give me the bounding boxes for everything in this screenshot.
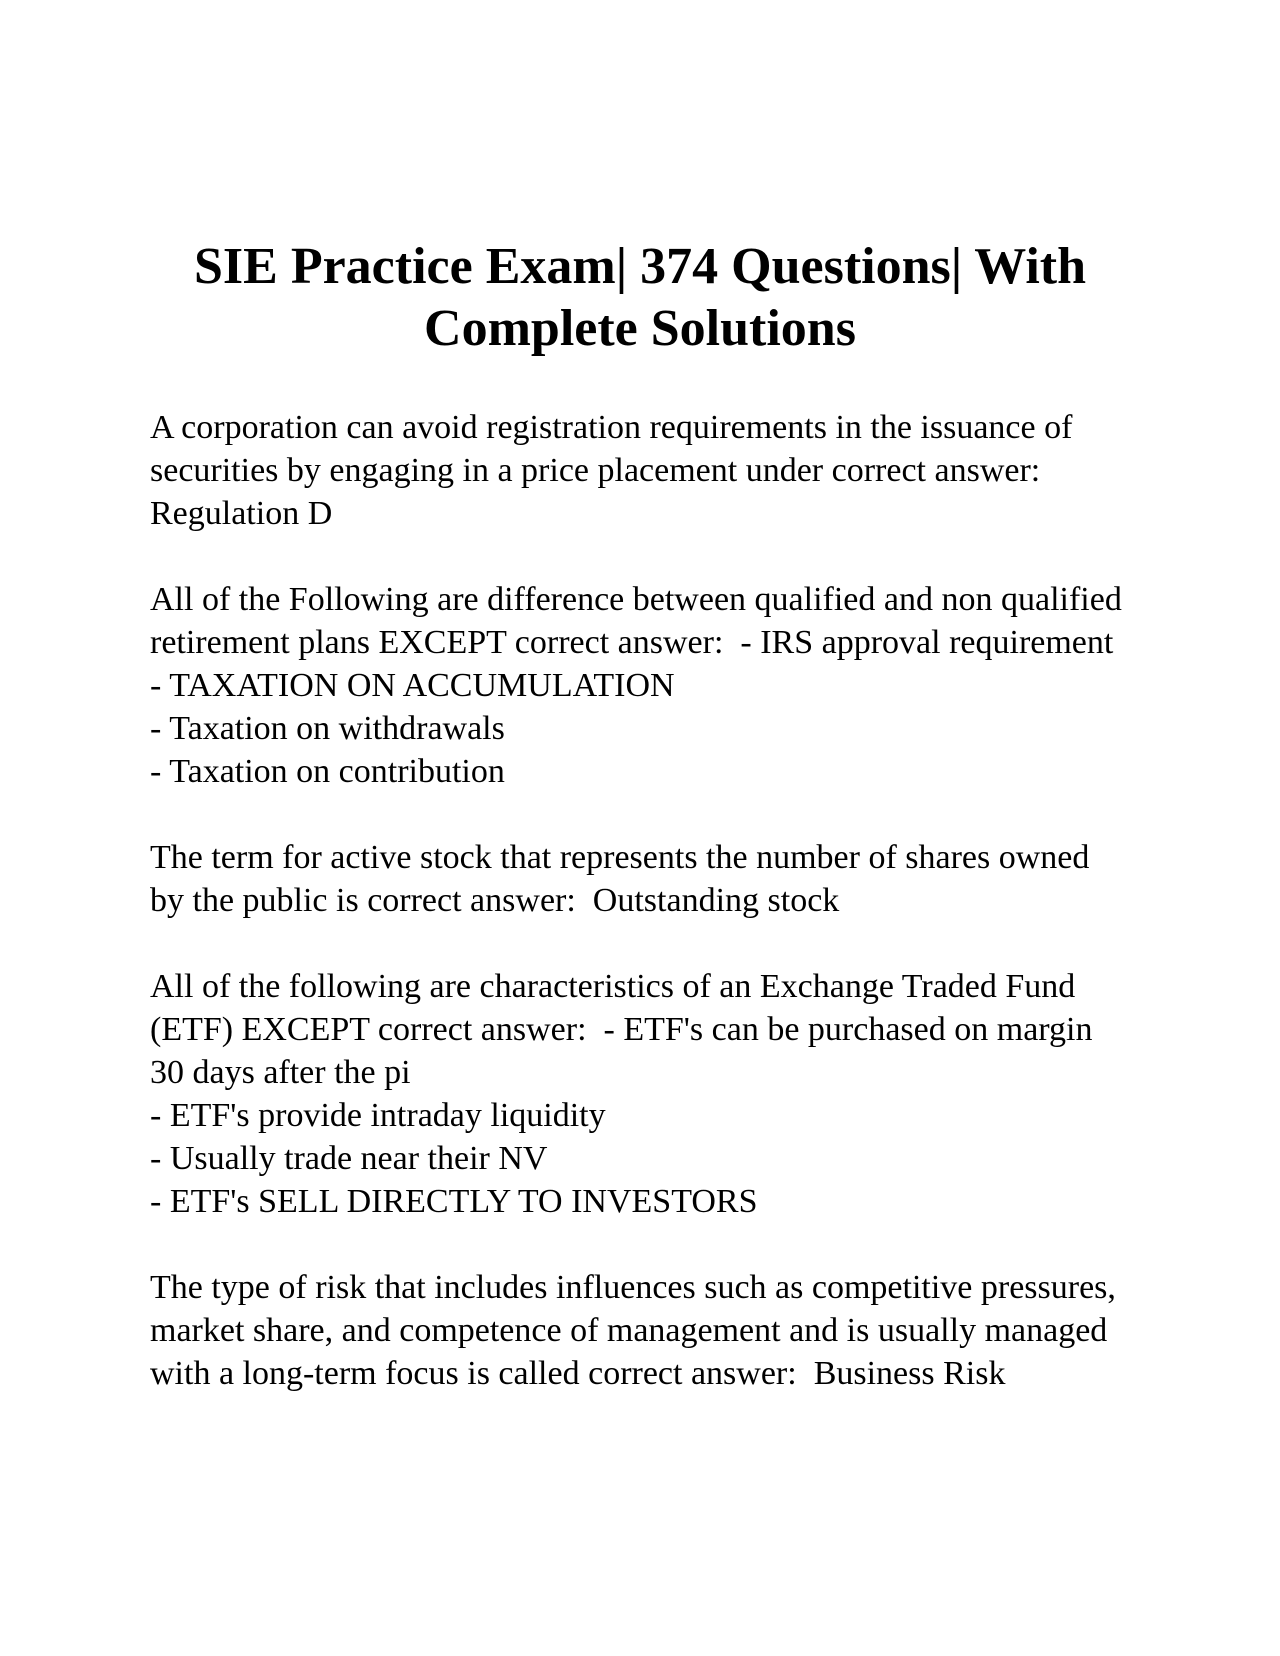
answer-option: - TAXATION ON ACCUMULATION — [150, 667, 675, 704]
question-item-2 — [150, 578, 1130, 793]
question-item-1 — [150, 406, 1130, 535]
title-line-1: SIE Practice Exam| 374 Questions| With — [194, 238, 1086, 295]
answer-option: - ETF's SELL DIRECTLY TO INVESTORS — [150, 1183, 758, 1220]
title-line-2: Complete Solutions — [424, 300, 856, 357]
answer-option: - Taxation on withdrawals — [150, 710, 505, 747]
answer-option: - Taxation on contribution — [150, 753, 505, 790]
question-item-4 — [150, 965, 1130, 1223]
question-text: All of the following are characteristics of an Exchange Traded Fund (ETF) EXCEPT correct answer: - ETF's can be purchased on margin 30 days after the pi — [150, 968, 1101, 1091]
answer-option: - Usually trade near their NV — [150, 1140, 548, 1177]
questions-list — [150, 406, 1130, 1438]
answer-option: - ETF's provide intraday liquidity — [150, 1097, 606, 1134]
question-item-5 — [150, 1266, 1130, 1395]
page-title — [150, 236, 1130, 360]
question-text: The type of risk that includes influences such as competitive pressures, market share, and competence of management and is usually managed with a long-term focus is called correct answer: Business Risk — [150, 1269, 1125, 1392]
question-item-3 — [150, 836, 1130, 922]
question-text: All of the Following are difference between qualified and non qualified retirement plans EXCEPT correct answer: - IRS approval requirement — [150, 581, 1131, 661]
question-text: The term for active stock that represents the number of shares owned by the public is correct answer: Outstanding stock — [150, 839, 1098, 919]
question-text: A corporation can avoid registration requirements in the issuance of securities by engaging in a price placement under correct answer: Regulation D — [150, 409, 1081, 532]
